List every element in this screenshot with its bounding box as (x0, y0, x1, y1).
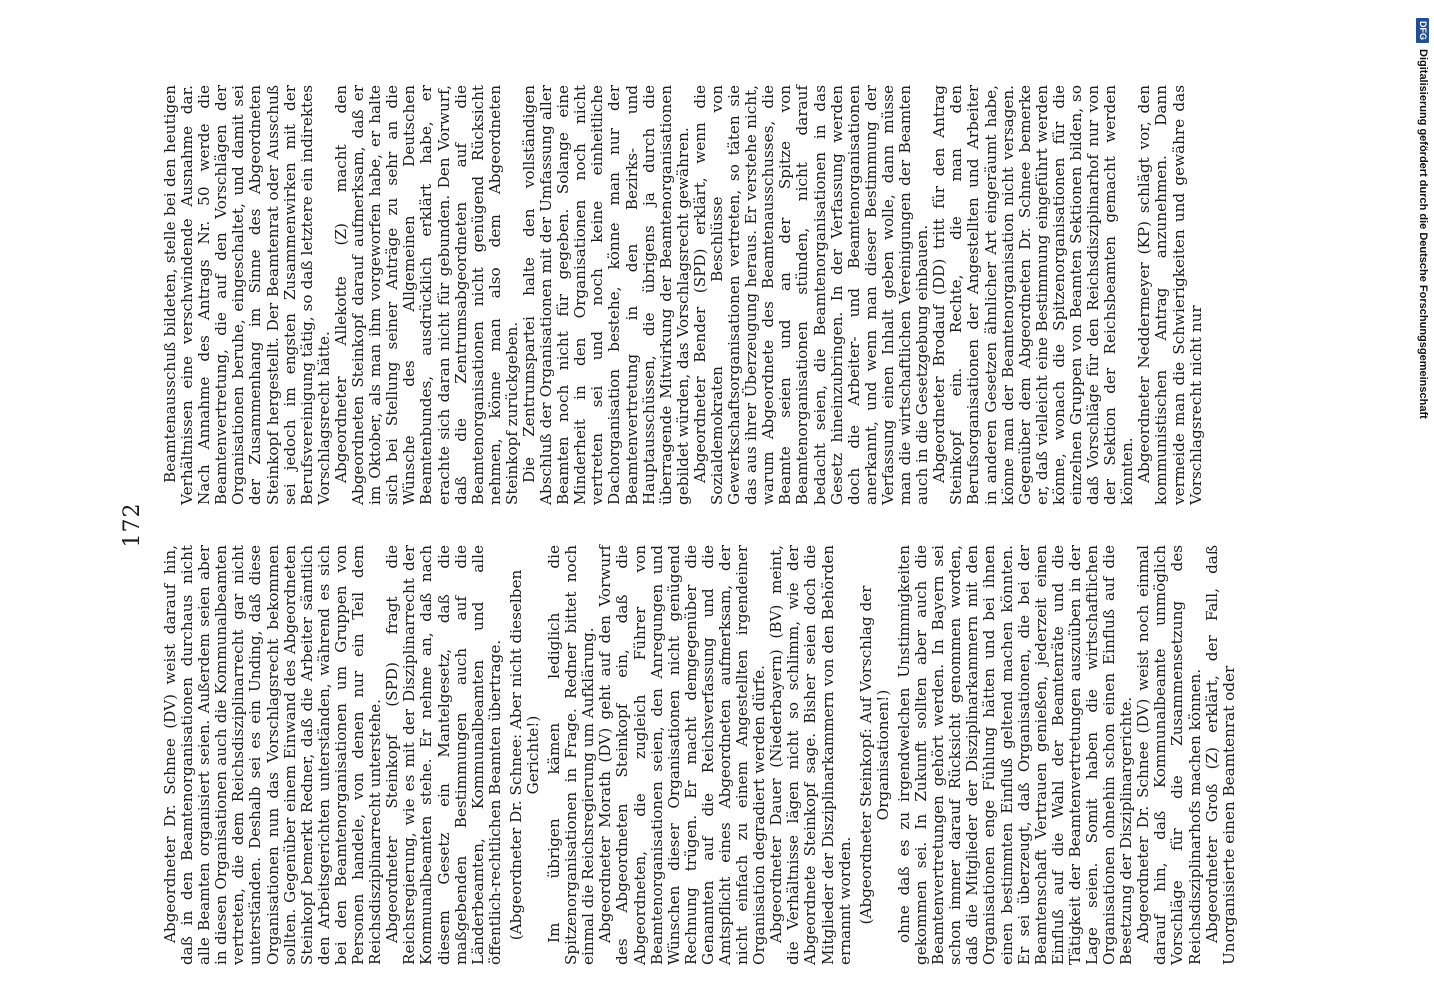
left-column (162, 545, 1238, 965)
dfg-logo: DFG (1416, 18, 1429, 43)
paragraph: Abgeordneter Morath (DV) geht auf den Vorwurf des Abgeordneten Steinkopf ein, daß die Abgeordneten, die zugleich Führer von Beamtenorganisationen seien, den Anregungen und Wünschen dieser Organisationen nicht genügend Rechnung trügen. Er macht demgegenüber die Genannten auf die Reichsverfassung und die Amtspflicht eines Abgeordneten aufmerksam, der nicht einfach zu einem Angestellten irgendeiner Organisation degradiert werden dürfe. (596, 545, 769, 965)
digitization-credit-sidebar (1412, 10, 1434, 990)
right-column (162, 85, 1205, 505)
paragraph: Abgeordneter Dr. Schnee (DV) weist noch einmal darauf hin, daß Kommunalbeamte unmöglich Vorschläge für die Zusammensetzung des Reichsdisziplinarhofs machen können. (1134, 545, 1204, 965)
page-number: 172 (120, 502, 145, 548)
rotated-page-content (120, 75, 1238, 975)
paragraph: Abgeordneter Bender (SPD) erklärt, wenn die Sozialdemokraten Beschlüsse von Gewerkschaftsorganisationen vertreten, so täten sie das aus ihrer Überzeugung heraus. Er verstehe nicht, warum Abgeordnete des Beamtenausschusses, die Beamte seien und an der Spitze von Beamtenorganisationen stünden, nicht darauf bedacht seien, die Beamtenorganisationen in das Gesetz hineinzubringen. In der Verfassung werden doch die Arbeiter- und Beamtenorganisationen anerkannt, und wenn man dieser Bestimmung der Verfassung einen Inhalt geben wolle, dann müsse man die wirtschaftlichen Vereinigungen der Beamten auch in die Gesetzgebung einbauen. (690, 85, 932, 505)
paragraph: Abgeordneter Brodauf (DD) tritt für den Antrag Steinkopf ein. Rechte, die man den Berufsorganisationen der Angestellten und Arbeiter in anderen Gesetzen ähnlicher Art eingeräumt habe, könne man der Beamtenorganisation nicht versagen. Gegenüber dem Abgeordneten Dr. Schnee bemerke er, daß vielleicht eine Bestimmung eingeführt werden könne, wonach die Spitzenorganisationen für die einzelnen Gruppen von Beamten Sektionen bilden, so daß Vorschläge für den Reichsdisziplinarhof nur von der Sektion der Reichsbeamten gemacht werden könnten. (930, 85, 1137, 505)
paragraph: Abgeordneter Groß (Z) erklärt, der Fall, daß Unorganisierte einen Beamtenrat oder (1202, 545, 1238, 965)
paragraph: Abgeordneter Allekotte (Z) macht den Abgeordneten Steinkopf darauf aufmerksam, daß er im Oktober, als man ihm vorgeworfen habe, er halte sich bei Stellung seiner Anträge zu sehr an die Wünsche des Allgemeinen Deutschen Beamtenbundes, ausdrücklich erklärt habe, er erachte sich daran nicht für gebunden. Den Vorwurf, daß die Zentrumsabgeordneten auf die Beamtenorganisationen nicht genügend Rücksicht nehmen, könne man also dem Abgeordneten Steinkopf zurückgeben. (331, 85, 521, 505)
paragraph: Im übrigen kämen lediglich die Spitzenorganisationen in Frage. Redner bittet noch einmal die Reichsregierung um Aufklärung. (545, 545, 598, 965)
paragraph: Abgeordneter Dauer (Niederbayern) (BV) meint, die Verhältnisse lägen nicht so schlimm, wie der Abgeordnete Steinkopf sage. Bisher seien doch die Mitglieder der Disziplinarkammern von den Behörden ernannt worden. (767, 545, 854, 965)
credit-text: Digitalisierung gefördert durch die Deutsche Forschungsgemeinschaft (1417, 49, 1429, 419)
paragraph: (Abgeordneter Dr. Schnee: Aber nicht dieselben Gerichte!) (506, 569, 542, 941)
paragraph: (Abgeordneter Steinkopf: Auf Vorschlag der Organisationen!) (856, 585, 892, 925)
digitization-credit (1412, 10, 1434, 998)
paragraph: Abgeordneter Neddermeyer (KP) schlägt vor, den kommunistischen Antrag anzunehmen. Dann vermeide man die Schwierigkeiten und gewähre das Vorschlagsrecht nicht nur (1135, 85, 1205, 505)
paragraph: Die Zentrumspartei halte den vollständigen Abschluß der Organisationen mit der Umfassung aller Beamten noch nicht für gegeben. Solange eine Minderheit in den Organisationen noch nicht vertreten sei und noch keine einheitliche Dachorganisation bestehe, könne man nur der Beamtenvertretung in den Bezirks- und Hauptausschüssen, die übrigens ja durch die überragende Mitwirkung der Beamtenorganisationen gebildet würden, das Vorschlagsrecht gewähren. (519, 85, 692, 505)
paragraph: Abgeordneter Dr. Schnee (DV) weist darauf hin, daß in den Beamtenorganisationen durchaus nicht alle Beamten organisiert seien. Außerdem seien aber in diesen Organisationen auch die Kommunalbeamten vertreten, die dem Reichsdisziplinarrecht gar nicht unterständen. Deshalb sei es ein Unding, daß diese Organisationen nun das Vorschlagsrecht bekommen sollten. Gegenüber einem Einwand des Abgeordneten Steinkopf bemerkt Redner, daß die Arbeiter sämtlich den Arbeitsgerichten unterständen, während es sich bei den Beamtenorganisationen um Gruppen von Personen handele, von denen nur ein Teil dem Reichsdisziplinarrecht unterstehe. (161, 545, 385, 965)
paragraph: Beamtenausschuß bildeten, stelle bei den heutigen Verhältnissen eine verschwindende Ausnahme dar. Nach Annahme des Antrags Nr. 50 werde die Beamtenvertretung, die auf den Vorschlägen der Organisationen beruhe, eingeschaltet, und damit sei der Zusammenhang im Sinne des Abgeordneten Steinkopf hergestellt. Der Beamtenrat oder Ausschuß sei jedoch im engsten Zusammenwirken mit der Berufsvereinigung tätig, so daß letztere ein indirektes Vorschlagsrecht hätte. (161, 85, 333, 505)
paragraph: ohne daß es zu irgendwelchen Unstimmigkeiten gekommen sei. In Zukunft sollten aber auch die Beamtenvertretungen gehört werden. In Bayern sei schon immer darauf Rücksicht genommen worden, daß die Mitglieder der Disziplinarkammern mit den Organisationen enge Fühlung hätten und bei ihnen einen bestimmten Einfluß geltend machen könnten. Er sei überzeugt, daß Organisationen, die bei der Beamtenschaft Vertrauen genießen, jederzeit einen Einfluß auf die Wahl der Beamtenräte und die Tätigkeit der Beamtenvertretungen auszuüben in der Lage seien. Somit haben die wirtschaftlichen Organisationen ohnehin schon einen Einfluß auf die Besetzung der Disziplinargerichte. (894, 545, 1136, 965)
paragraph: Abgeordneter Steinkopf (SPD) fragt die Reichsregierung, wie es mit der Disziplinarrecht der Kommunalbeamten stehe. Er nehme an, daß nach diesem Gesetz ein Mantelgesetz, daß die maßgebenden Bestimmungen auch auf die Länderbeamten, Kommunalbeamten und alle öffentlich-rechtlichen Beamten übertrage. (383, 545, 504, 965)
